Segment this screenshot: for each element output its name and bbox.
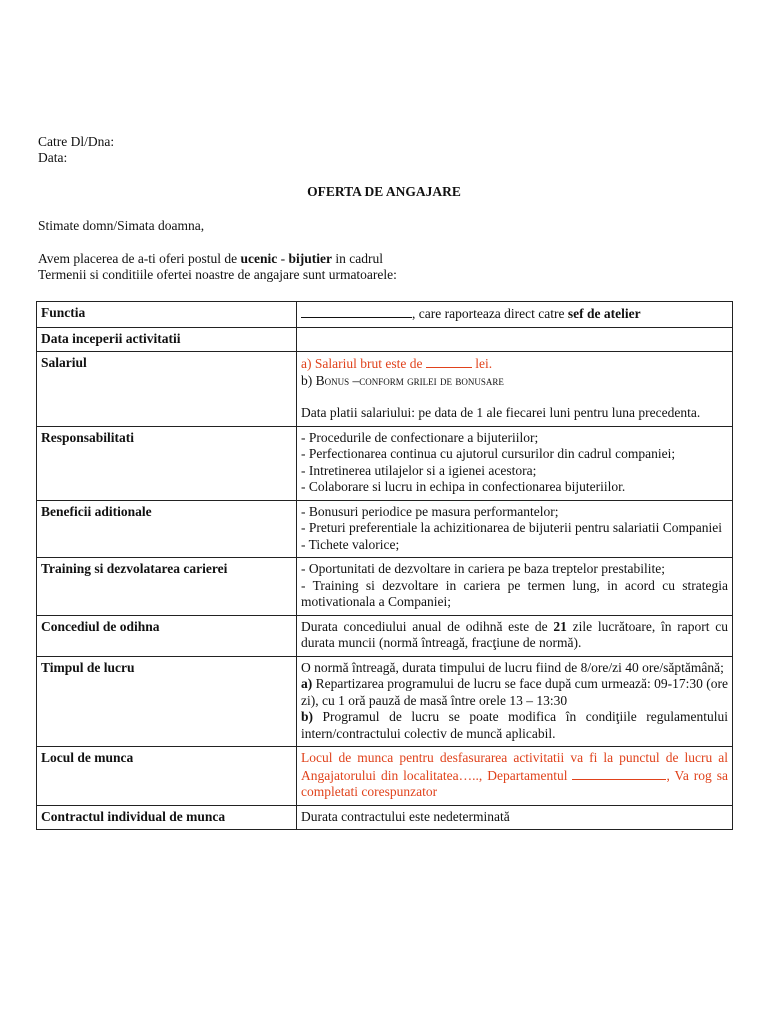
document-title: OFERTA DE ANGAJARE [307, 184, 461, 199]
intro-line-1 [38, 251, 383, 267]
timpul-point-a [301, 676, 728, 709]
greeting: Stimate domn/Simata doamna, [38, 218, 205, 233]
row-label-salariul: Salariul [37, 352, 297, 427]
table-row [37, 500, 733, 558]
row-value-contract: Durata contractului este nedeterminată [297, 805, 733, 830]
point-a-label: a) [301, 676, 313, 691]
list-item: - Preturi preferentiale la achizitionarea de bijuterii pentru salariatii Companiei [301, 520, 722, 535]
table-row [37, 558, 733, 616]
row-label-locul: Locul de munca [37, 747, 297, 806]
row-value-functia [297, 302, 733, 328]
salary-currency: lei. [471, 356, 493, 371]
table-row [37, 426, 733, 500]
table-row [37, 747, 733, 806]
blank-field[interactable] [426, 355, 472, 368]
recipient-line: Catre Dl/Dna: [38, 134, 115, 149]
bonus-text: Bonus –conform grilei de bonusare [315, 372, 504, 388]
list-item: - Tichete valorice; [301, 536, 400, 552]
functia-text: , care raporteaza direct catre [412, 306, 568, 321]
timpul-point-b [301, 709, 728, 742]
locul-text-end: , Va rog sa completati corespunzator [301, 767, 728, 799]
concediu-days: 21 [553, 618, 567, 634]
bonus-prefix: b) [301, 372, 316, 388]
list-item: - Perfectionarea continua cu ajutorul cursurilor din cadrul companiei; [301, 446, 676, 461]
table-row [37, 327, 733, 352]
row-label-contract: Contractul individual de munca [37, 805, 297, 830]
salary-payment-date: Data platii salariului: pe data de 1 ale fiecarei luni pentru luna precedenta. [301, 405, 701, 420]
list-item: - Intretinerea utilajelor si a igienei acestora; [301, 462, 537, 478]
salary-gross-line [301, 355, 728, 373]
row-value-beneficii [297, 500, 733, 558]
intro-line-2: Termenii si conditiile ofertei noastre de angajare sunt urmatoarele: [38, 267, 397, 282]
blank-field[interactable] [572, 767, 666, 780]
row-value-responsabilitati [297, 426, 733, 500]
point-b-text: Programul de lucru se poate modifica în condiţiile regulamentului intern/contractului colectiv de muncă aplicabil. [301, 709, 728, 741]
table-row [37, 352, 733, 427]
locul-text: Locul de munca pentru desfasurarea activitatii va fi la punctul de lucru al Angajatorului din localitatea….., Departamentul [301, 750, 728, 783]
row-label-functia: Functia [37, 302, 297, 328]
row-value-training [297, 558, 733, 616]
point-b-label: b) [301, 709, 314, 724]
intro-text-end: in cadrul [332, 251, 384, 266]
intro-separator: - [277, 251, 289, 266]
list-item: - Bonusuri periodice pe masura performantelor; [301, 503, 559, 519]
concediu-text-end: zile lucrătoare, în raport cu durata muncii (normă întreagă, fracţiune de normă). [301, 618, 728, 650]
timpul-norma: O normă întreagă, durata timpului de lucru fiind de 8/ore/zi 40 ore/săptămână; [301, 659, 724, 675]
row-value-timpul [297, 656, 733, 747]
row-label-concediu: Concediul de odihna [37, 615, 297, 656]
intro-text: Avem placerea de a-ti oferi postul de [38, 251, 241, 266]
row-label-timpul: Timpul de lucru [37, 656, 297, 747]
offer-terms-table [36, 301, 733, 830]
functia-supervisor: sef de atelier [567, 306, 641, 321]
date-line: Data: [38, 150, 68, 165]
role-bijutier: bijutier [288, 251, 333, 266]
salary-bonus-line [301, 373, 728, 390]
list-item: - Colaborare si lucru in echipa in confectionarea bijuteriilor. [301, 479, 626, 494]
row-value-data-inceperii[interactable] [297, 327, 733, 352]
row-label-beneficii: Beneficii aditionale [37, 500, 297, 558]
row-label-training: Training si dezvolatarea carierei [37, 558, 297, 616]
row-value-locul [297, 747, 733, 806]
row-value-concediu [297, 615, 733, 656]
table-row [37, 805, 733, 830]
list-item: - Training si dezvoltare in cariera pe termen lung, in acord cu strategia motivationala a Companiei; [301, 577, 728, 609]
blank-field[interactable] [301, 305, 412, 318]
table-row [37, 615, 733, 656]
row-label-responsabilitati: Responsabilitati [37, 426, 297, 500]
row-value-salariul [297, 352, 733, 427]
row-label-data-inceperii: Data inceperii activitatii [37, 327, 297, 352]
table-row [37, 656, 733, 747]
role-ucenic: ucenic [240, 251, 278, 266]
table-row [37, 302, 733, 328]
concediu-text: Durata concediului anual de odihnă este de [301, 618, 554, 634]
spacer [301, 389, 728, 405]
list-item: - Oportunitati de dezvoltare in cariera pe baza treptelor prestabilite; [301, 561, 665, 576]
salary-gross-text: a) Salariul brut este de [301, 356, 426, 371]
list-item: - Procedurile de confectionare a bijuteriilor; [301, 429, 539, 445]
point-a-text: Repartizarea programului de lucru se face după cum urmează: 09-17:30 (ore zi), cu 1 oră pauză de masă între orele 13 – 13:30 [301, 676, 728, 708]
